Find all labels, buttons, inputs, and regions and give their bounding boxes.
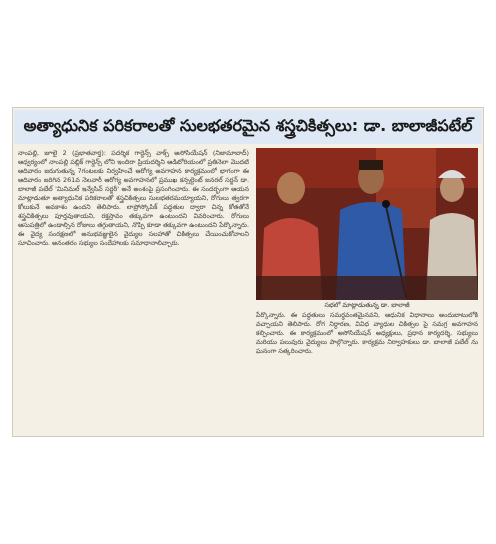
article-photo	[256, 148, 478, 300]
article-left-column: నాంపల్లి, జూలై 2 (ప్రభాతవార్త): పదర్శిక గార్డెన్స్ వాక్స్ అసోసియేషన్ (నిజామాబాద్) ఆధ్వర్యంలో నాంపల్లి పబ్లిక్ గార్డెన్స్ లోని ఇందిరా ప్రియదర్శిని ఆడిటోరియంలో ప్రతినెలా మొదటి ఆదివారం జరుగుతున్న 7గంటలకు నిర్వహించే ఆరోగ్య అవగాహన కార్యక్రమంలో భాగంగా ఈ ఆదివారం జరిగిన 261వ నెలవారీ ఆరోగ్య అవగాహనలో ప్రముఖ కన్సల్టెంట్ జనరల్ సర్జన్ డా. బాలాజీ పటేల్ 'మినిమల్ ఇన్వేసివ్ సర్జరీ' అనే అంశంపై ప్రసంగించారు. ఈ సందర్భంగా ఆయన మాట్లాడుతూ అత్యాధునిక పరికరాలతో శస్త్రచికిత్సలు సులభతరమయ్యాయని, రోగులు త్వరగా కోలుకునే అవకాశం ఉందని తెలిపారు. లాప్రోస్కోపిక్ పద్ధతుల ద్వారా చిన్న కోతతోనే శస్త్రచికిత్సలు పూర్తవుతాయని, రక్తస్రావం తక్కువగా ఉంటుందని వివరించారు. రోగులు ఆసుపత్రిలో ఉండాల్సిన రోజులు తగ్గుతాయని, నొప్పి కూడా తక్కువగా ఉంటుందని పేర్కొన్నారు. ఈ వైద్య సంరక్షణలో అనుభవజ్ఞులైన వైద్యుల సలహాతో చికిత్సలు చేయించుకోవాలని సూచించారు. అనంతరం సభ్యుల సందేహాలకు సమాధానాలిచ్చారు.	[18, 149, 249, 247]
headline: అత్యాధునిక పరికరాలతో సులభతరమైన శస్త్రచికిత్సలు: డా. బాలాజీపటేల్	[23, 115, 473, 135]
headline-bar	[14, 110, 482, 144]
photo-illustration	[256, 148, 478, 300]
article-right-column: పేర్కొన్నారు. ఈ పద్ధతులు సమర్థవంతమైనవని, ఆధునిక విధానాలు అందుబాటులోకి వచ్చాయని తెలిపారు. రోగ నిర్ధారణ, వివిధ వ్యాధుల చికిత్సల పై సమగ్ర అవగాహన కల్పించారు. ఈ కార్యక్రమంలో అసోసియేషన్ అధ్యక్షులు, ప్రధాన కార్యదర్శి, సభ్యులు మరియు పలువురు వైద్యులు పాల్గొన్నారు. కార్యక్రమ నిర్వాహకులు డా. బాలాజీ పటేల్ ను ఘనంగా సత్కరించారు.	[256, 311, 478, 355]
photo-caption: సభలో మాట్లాడుతున్న డా. బాలాజీ	[324, 301, 410, 309]
